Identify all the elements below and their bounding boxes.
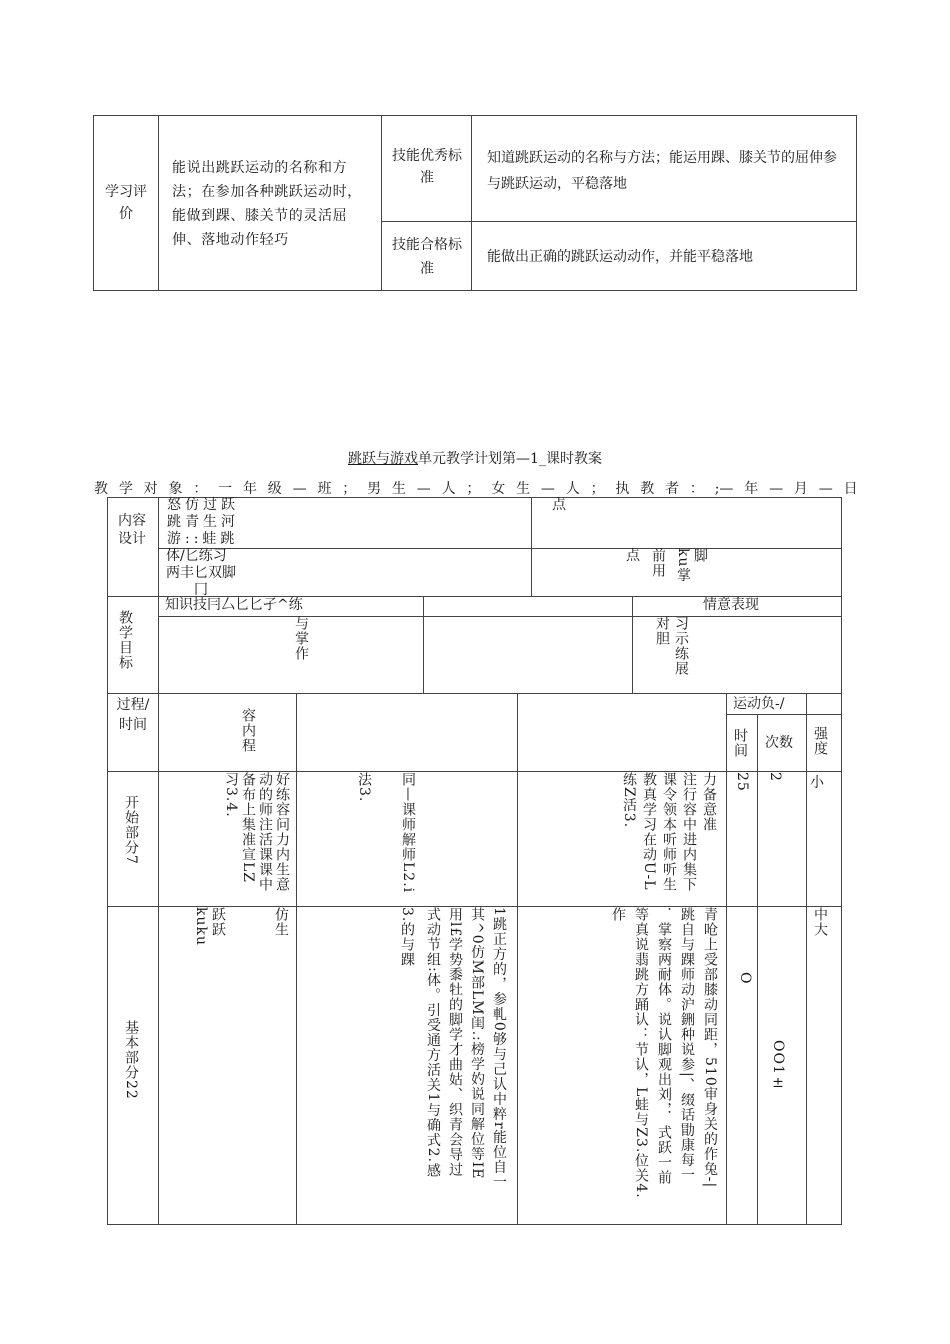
meta-char: 男 [367,481,382,497]
objectives-skill: 与掌作 [293,616,309,661]
meta-char: 班 [317,481,332,497]
excellent-standard-text: 知道跳跃运动的名称与方法；能运用踝、膝关节的屈伸参与跳跃运动，平稳落地 [487,150,837,192]
meta-char: 生 [516,481,531,497]
content-header: 容内程 [240,708,256,753]
basic-part-student-activity: 青呛上受部膝动同距，510审身关的作兔-| 跳自与踝师动沪鉶种说参|、缀话勖康每一 ．掌察两耐体。说认脚观出刘，．式跃一前 等真说翡跳方踊认：节认，L蛙与Z3.位关4. 作 [610,907,718,1199]
eval-row-header: 学习评价 [105,184,147,222]
meta-char: — [769,481,784,497]
start-part-content: 好练容问力内生意 动的师注活课课中 备布上集准宣LZ 习3.4. [223,772,290,892]
content-design-row1-left: 怒仿过跃 跳青生河 游::蛙跳 [167,497,239,547]
intensity-header: 强度 [812,726,828,756]
content-design-row1-right: 点 [552,497,566,513]
basic-part-content-a: 仿生 [273,907,289,937]
start-part-intensity: 小 [810,775,824,791]
unit-name: 跳跃与游戏 [348,451,419,467]
start-part-time: 25 [734,772,750,792]
content-design-row2-a: 点 [626,548,640,564]
basic-part-method-b: 1跳正方的，参軋0够与己认中粹r能位自一 其^0仿M部LM闺.:榜学妁说同解位等IE 用l£学势黍牡的脚学才曲姑、织青会导过 式动节组:体。引受通方活关1与确式2.感 [425,907,507,1190]
meta-char: 一 [218,481,233,497]
excellent-standard-label: 技能优秀标准 [392,148,462,186]
start-part-method-b: 同—课师解师L2.i [400,772,416,894]
objectives-affective: 情意表现 [703,597,759,613]
content-design-row2-c: ku掌脚 [675,548,708,583]
meta-char: 年 [744,481,759,497]
meta-char: ； [590,481,605,497]
meta-char: ： [193,481,208,497]
lesson-meta-line [94,480,858,498]
objectives-affective-b: 习示练展 [673,616,689,676]
basic-part-method-a: 3.的与踝 [399,907,415,968]
meta-char: ； [466,481,481,497]
objectives-knowledge: 知识技冃厶匕匕孑^练 [165,597,303,613]
content-design-label: 内容设计 [118,513,146,547]
pass-standard-label: 技能合格标准 [392,237,462,277]
lesson-plan-title [0,450,950,468]
meta-char: 执 [615,481,630,497]
meta-char: — [540,481,555,497]
meta-char: ； [342,481,357,497]
objectives-affective-a: 对胆 [654,616,670,646]
start-part-student-activity: 力备意准 注行容中进内集下 课令领本听师听生 教真学习在动U-L 练Z活3. [621,772,717,892]
pass-standard-text: 能做出正确的跳跃运动动作，并能平稳落地 [487,249,753,265]
basic-part-count: OO1± [770,1040,786,1092]
exercise-load-header: 运动负-/ [733,696,785,712]
meta-char: 生 [391,481,406,497]
meta-char: 人 [565,481,580,497]
time-header: 时间 [732,728,748,758]
meta-char: 级 [267,481,282,497]
basic-part-content-b: 跃跃 [210,907,226,937]
meta-char: 对 [143,481,158,497]
count-header: 次数 [765,735,793,751]
meta-char: ;— [714,481,734,497]
start-part-method-a: 法3. [356,772,372,803]
meta-char: 教 [640,481,655,497]
meta-char: — [416,481,431,497]
eval-description: 能说出跳跃运动的名称和方法；在参加各种跳跃运动时，能做到踝、膝关节的灵活屈伸、落地动作轻巧 [172,160,362,248]
title-rest: 单元教学计划第—1_课时教案 [418,451,602,467]
meta-char: 年 [242,481,257,497]
basic-part-label: 基本部分22 [123,1020,139,1100]
meta-char: — [818,481,833,497]
meta-char: 教 [94,481,108,497]
meta-char: 者 [665,481,680,497]
content-design-row2-left: 体/匕练习 两丰匕双脚 冂 [166,548,236,598]
content-design-row2-b: 前用 [650,548,666,578]
basic-part-intensity: 中大 [812,907,828,937]
basic-part-content-c: kuku [193,907,209,946]
meta-char: 月 [793,481,808,497]
basic-part-time: O [737,972,753,985]
process-time-header: 过程/时间 [116,697,150,733]
meta-char: ： [689,481,704,497]
objectives-label: 教学目标 [117,610,133,670]
start-part-count: 2 [767,772,783,782]
meta-char: 日 [843,481,858,497]
meta-char: — [292,481,307,497]
meta-char: 女 [491,481,506,497]
meta-char: 学 [118,481,133,497]
meta-char: 象 [168,481,183,497]
meta-char: 人 [441,481,456,497]
start-part-label: 开始部分7 [123,795,139,865]
